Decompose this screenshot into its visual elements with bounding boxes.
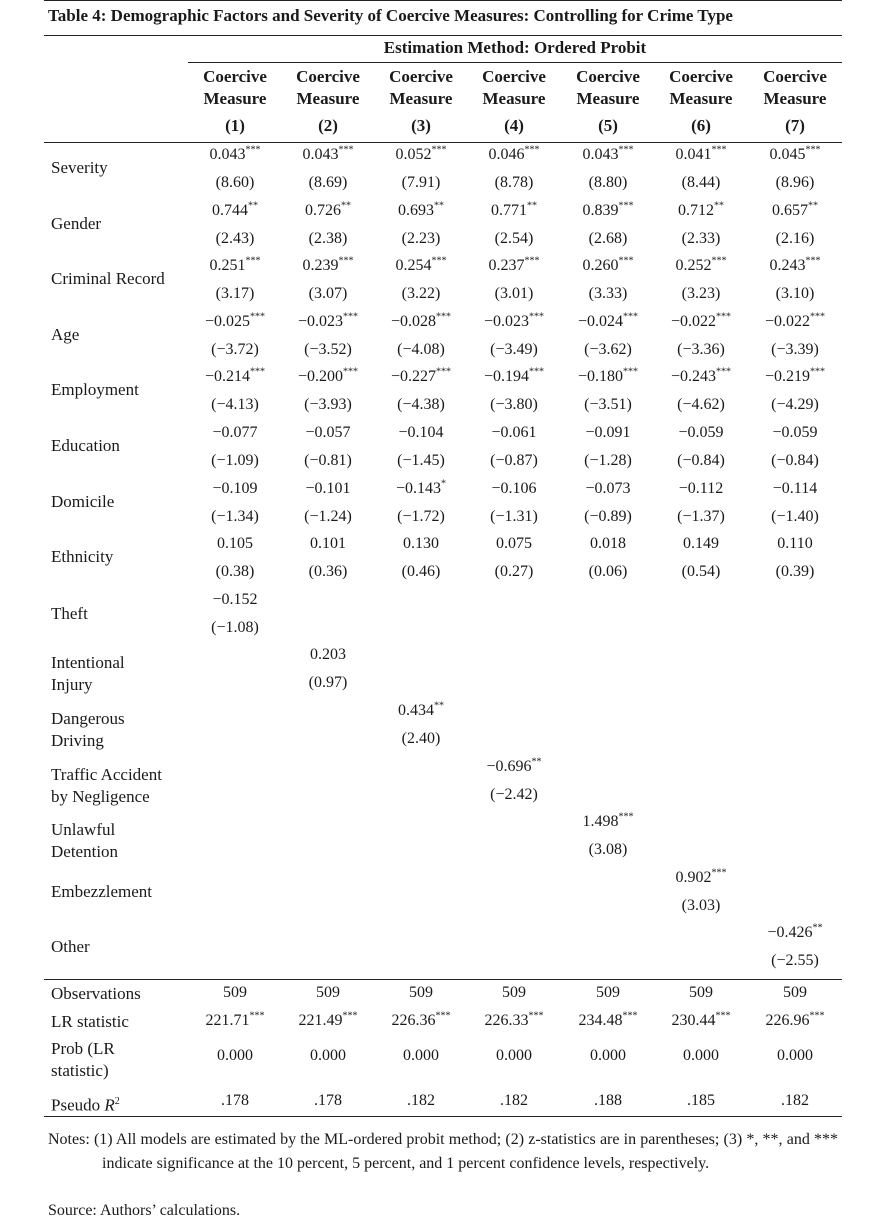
column-number-1: (1) [225, 116, 245, 135]
column-number-3: (3) [411, 116, 431, 135]
coefficient-cell: 0.726** [305, 200, 351, 219]
z-statistic-cell: (3.08) [588, 841, 628, 859]
stat-value-cell: 221.49*** [298, 1010, 358, 1029]
stat-value-cell: 509 [783, 984, 807, 1001]
z-statistic-cell: (8.44) [681, 174, 721, 191]
stat-value-cell: 0.000 [777, 1047, 813, 1064]
notes-text: Notes: (1) All models are estimated by the ML-ordered probit method; (2) z-statistics are in parentheses; (3) *, **, and *** indicate significance at the 10 percent, 5 percent, and 1 percent confidence levels, respectively. [48, 1131, 838, 1172]
z-statistic-cell: (3.22) [401, 285, 441, 303]
stats-rule [44, 979, 842, 980]
row-label-line1: Embezzlement [51, 881, 153, 901]
stat-value-cell: 226.96*** [765, 1010, 825, 1029]
coefficient-cell: 0.839*** [582, 200, 634, 219]
z-statistic-cell: (2.54) [494, 229, 534, 247]
coefficient-cell: −0.243*** [670, 367, 732, 386]
coefficient-cell: 0.260*** [582, 255, 634, 275]
z-statistic-cell: (−1.28) [584, 452, 632, 469]
z-statistic-cell: (−2.42) [490, 785, 538, 803]
column-header-line2: Measure [203, 89, 267, 108]
z-statistic-cell: (3.03) [681, 896, 721, 914]
column-header-6 [655, 66, 748, 110]
row-label: Gender [51, 213, 102, 233]
coefficient-cell: 0.043*** [209, 144, 261, 163]
coefficient-cell: −0.022*** [764, 311, 826, 330]
z-statistic-cell: (−3.80) [490, 396, 538, 414]
stat-value-cell: 0.000 [310, 1047, 346, 1064]
z-statistic-cell: (−1.37) [677, 507, 725, 525]
coefficient-cell: −0.200*** [297, 367, 359, 386]
coefficient-cell: 0.105 [217, 535, 253, 553]
coefficient-cell: 0.043*** [582, 144, 634, 163]
column-header-1 [189, 66, 282, 110]
stat-value-cell: 0.000 [683, 1047, 719, 1064]
coefficient-cell: 0.203 [310, 646, 346, 664]
coefficient-cell: 0.771** [491, 200, 537, 219]
coefficient-cell: −0.022*** [670, 311, 732, 330]
stat-label [51, 983, 141, 1005]
z-statistic-cell: (0.54) [681, 563, 721, 581]
z-statistic-cell: (−3.36) [677, 340, 725, 358]
z-statistic-cell: (−3.72) [211, 340, 259, 358]
coefficient-cell: −0.219*** [764, 367, 826, 386]
coefficient-cell: −0.059 [772, 424, 818, 441]
stat-value-cell: 509 [596, 984, 620, 1001]
z-statistic-cell: (3.17) [215, 285, 255, 303]
z-statistic-cell: (3.07) [308, 285, 348, 303]
column-header-line2: Measure [482, 89, 546, 108]
column-header-7 [749, 66, 842, 110]
coefficient-cell: 0.041*** [675, 144, 727, 163]
stat-value-cell: 0.000 [496, 1047, 532, 1064]
row-label-line1: Dangerous [51, 709, 125, 728]
coefficient-cell: −0.180*** [577, 367, 639, 386]
coefficient-cell: −0.057 [305, 424, 351, 441]
table-notes [48, 1128, 838, 1176]
stat-value-cell: 234.48*** [578, 1010, 638, 1029]
z-statistic-cell: (3.01) [494, 285, 534, 303]
z-statistic-cell: (−1.40) [771, 507, 819, 525]
row-label-line2: by Negligence [51, 786, 150, 806]
coefficient-cell: 0.045*** [769, 144, 821, 163]
coefficient-cell: −0.059 [678, 424, 724, 441]
coefficient-cell: −0.194*** [483, 367, 545, 386]
title-rule [44, 35, 842, 36]
coefficient-cell: −0.073 [585, 479, 631, 497]
z-statistic-cell: (0.27) [494, 563, 534, 581]
stat-label [51, 1038, 115, 1082]
z-statistic-cell: (−1.09) [211, 452, 259, 469]
z-statistic-cell: (8.78) [494, 174, 534, 191]
stat-value-cell: 221.71*** [205, 1010, 265, 1029]
z-statistic-cell: (2.23) [401, 229, 441, 247]
z-statistic-cell: (2.16) [775, 229, 815, 247]
z-statistic-cell: (0.06) [588, 563, 628, 581]
coefficient-cell: −0.025*** [204, 311, 266, 330]
coefficient-cell: 0.434** [398, 700, 444, 719]
row-label-line1: Traffic Accident [51, 764, 162, 784]
column-header-2 [282, 66, 375, 110]
coefficient-cell: 0.130 [403, 535, 439, 553]
coefficient-cell: 0.043*** [302, 144, 354, 163]
row-label: Ethnicity [51, 547, 114, 567]
z-statistic-cell: (2.68) [588, 229, 628, 247]
coefficient-cell: 0.052*** [395, 144, 447, 163]
z-statistic-cell: (−1.24) [304, 507, 352, 525]
row-label-line2: Driving [51, 731, 104, 750]
z-statistic-cell: (−3.49) [490, 340, 538, 358]
row-label-line2: Injury [51, 675, 93, 695]
coefficient-cell: −0.112 [678, 479, 724, 497]
row-label-line2: Detention [51, 842, 119, 862]
coefficient-cell: 0.657** [772, 200, 818, 219]
coefficient-cell: 0.018 [590, 535, 626, 553]
z-statistic-cell: (0.36) [308, 563, 348, 581]
coefficient-cell: 0.902*** [675, 867, 727, 886]
column-header-5 [562, 66, 655, 110]
z-statistic-cell: (−4.08) [397, 340, 445, 358]
coefficient-cell: −0.696** [486, 756, 542, 775]
row-label [51, 819, 118, 863]
column-number-7: (7) [785, 116, 805, 135]
z-statistic-cell: (2.33) [681, 229, 721, 247]
z-statistic-cell: (3.33) [588, 285, 628, 303]
column-number-6: (6) [691, 116, 711, 135]
table-source: Source: Authors’ calculations. [48, 1202, 241, 1219]
coefficient-cell: −0.227*** [390, 367, 452, 386]
z-statistic-cell: (−4.62) [677, 396, 725, 414]
z-statistic-cell: (−3.51) [584, 396, 632, 414]
coefficient-cell: 0.243*** [769, 255, 821, 275]
stat-value-cell: .188 [594, 1092, 622, 1109]
z-statistic-cell: (−0.84) [771, 452, 819, 469]
method-rule [188, 62, 842, 63]
z-statistic-cell: (3.10) [775, 285, 815, 303]
row-label: Domicile [51, 491, 115, 511]
z-statistic-cell: (2.43) [215, 229, 255, 247]
coefficient-cell: −0.077 [212, 424, 258, 441]
stat-value-cell: .178 [221, 1092, 249, 1109]
row-label [51, 881, 152, 903]
column-header-line1: Coercive [203, 67, 267, 86]
coefficient-cell: 0.693** [398, 200, 444, 219]
coefficient-cell: 0.744** [212, 200, 258, 219]
stat-value-cell: 226.33*** [484, 1010, 544, 1029]
stat-label-line1: LR statistic [51, 1012, 129, 1031]
coefficient-cell: 0.075 [496, 535, 532, 553]
z-statistic-cell: (2.40) [401, 730, 441, 747]
row-label: Severity [51, 158, 108, 177]
stat-value-cell: 509 [409, 984, 433, 1001]
row-label-line1: Unlawful [51, 820, 116, 840]
stat-value-cell: 509 [223, 984, 247, 1001]
z-statistic-cell: (−3.39) [771, 340, 819, 358]
stat-value-cell: 0.000 [217, 1047, 253, 1064]
coefficient-cell: −0.061 [491, 424, 537, 441]
z-statistic-cell: (3.23) [681, 285, 721, 303]
coefficient-cell: −0.143* [395, 478, 447, 497]
column-header-line2: Measure [576, 89, 640, 108]
stat-value-cell: 509 [316, 984, 340, 1001]
coefficient-cell: −0.091 [585, 424, 631, 441]
z-statistic-cell: (0.39) [775, 563, 815, 581]
stat-label-line1: Observations [51, 984, 141, 1003]
row-label: Criminal Record [51, 269, 165, 289]
coefficient-cell: 0.101 [310, 535, 346, 553]
coefficient-cell: 0.252*** [675, 255, 727, 275]
column-header-line2: Measure [669, 89, 733, 108]
top-rule [44, 0, 842, 1]
column-header-line1: Coercive [389, 67, 453, 86]
column-header-4 [468, 66, 561, 110]
coefficient-cell: 0.110 [777, 535, 813, 553]
coefficient-cell: −0.152 [212, 590, 258, 608]
stat-label-line2: statistic) [51, 1061, 109, 1080]
estimation-method: Estimation Method: Ordered Probit [383, 38, 647, 57]
stat-value-cell: .182 [781, 1092, 809, 1109]
coefficient-cell: 0.251*** [209, 255, 261, 275]
column-header-3 [375, 66, 468, 110]
coefficient-cell: 1.498*** [582, 811, 634, 831]
stat-label-line1: Pseudo $R^2$ [51, 1095, 120, 1115]
row-label [51, 603, 88, 625]
z-statistic-cell: (−1.31) [490, 507, 538, 525]
column-number-5: (5) [598, 116, 618, 135]
row-label-line1: Intentional [51, 653, 125, 673]
column-header-line2: Measure [389, 89, 453, 108]
row-label [51, 936, 90, 958]
z-statistic-cell: (−0.89) [584, 507, 632, 525]
z-statistic-cell: (−4.13) [211, 396, 259, 414]
stat-label-line1: Prob (LR [51, 1039, 115, 1058]
column-header-line1: Coercive [296, 67, 360, 86]
coefficient-cell: 0.237*** [488, 255, 540, 275]
z-statistic-cell: (−1.08) [211, 618, 259, 636]
z-statistic-cell: (0.38) [215, 563, 255, 581]
z-statistic-cell: (8.60) [215, 174, 255, 191]
column-header-line1: Coercive [482, 67, 546, 86]
z-statistic-cell: (−0.81) [304, 452, 352, 469]
z-statistic-cell: (−4.29) [771, 396, 819, 414]
stat-value-cell: 509 [689, 984, 713, 1001]
z-statistic-cell: (0.46) [401, 563, 441, 581]
z-statistic-cell: (−3.62) [584, 340, 632, 358]
row-label: Education [51, 436, 120, 455]
stat-label [51, 1091, 120, 1117]
coefficient-cell: 0.239*** [302, 255, 354, 275]
z-statistic-cell: (−3.52) [304, 340, 352, 358]
z-statistic-cell: (−1.72) [397, 507, 445, 525]
z-statistic-cell: (0.97) [308, 674, 348, 692]
row-label [51, 708, 125, 752]
z-statistic-cell: (−4.38) [397, 396, 445, 414]
stat-value-cell: 509 [502, 984, 526, 1001]
z-statistic-cell: (7.91) [401, 174, 441, 191]
table-title: Table 4: Demographic Factors and Severity of Coercive Measures: Controlling for Crime Type [48, 6, 733, 25]
coefficient-cell: 0.254*** [395, 255, 447, 275]
stat-value-cell: .182 [407, 1092, 435, 1109]
stat-label [51, 1011, 129, 1033]
coefficient-cell: 0.712** [678, 200, 724, 219]
stat-value-cell: 230.44*** [671, 1010, 731, 1029]
coefficient-cell: −0.024*** [577, 311, 639, 330]
z-statistic-cell: (−0.87) [490, 452, 538, 469]
z-statistic-cell: (2.38) [308, 229, 348, 247]
stat-value-cell: .178 [314, 1092, 342, 1109]
coefficient-cell: −0.023*** [483, 311, 545, 330]
row-label-line1: Theft [51, 603, 88, 623]
coefficient-cell: −0.101 [305, 479, 351, 497]
stat-value-cell: 226.36*** [391, 1010, 451, 1029]
row-label-line1: Other [51, 937, 90, 957]
z-statistic-cell: (8.69) [308, 174, 348, 191]
row-label [51, 764, 162, 808]
coefficient-cell: 0.046*** [488, 144, 540, 163]
z-statistic-cell: (8.96) [775, 174, 815, 191]
column-number-2: (2) [318, 116, 338, 135]
z-statistic-cell: (−2.55) [771, 952, 819, 970]
row-label: Employment [51, 380, 139, 400]
row-label [51, 652, 125, 696]
z-statistic-cell: (−1.34) [211, 507, 259, 525]
z-statistic-cell: (−3.93) [304, 396, 352, 414]
coefficient-cell: −0.214*** [204, 367, 266, 386]
coefficient-cell: −0.104 [398, 424, 444, 441]
column-header-line2: Measure [296, 89, 360, 108]
stat-value-cell: 0.000 [590, 1047, 626, 1064]
column-number-4: (4) [504, 116, 524, 135]
coefficient-cell: −0.106 [491, 479, 537, 497]
bottom-rule [44, 1116, 842, 1117]
coefficient-cell: −0.028*** [390, 311, 452, 330]
column-header-line2: Measure [763, 89, 827, 108]
coefficient-cell: 0.149 [683, 535, 719, 553]
column-header-line1: Coercive [669, 67, 733, 86]
stat-value-cell: 0.000 [403, 1047, 439, 1064]
coefficient-cell: −0.114 [772, 479, 818, 497]
header-rule [44, 142, 842, 143]
column-header-line1: Coercive [763, 67, 827, 86]
stat-value-cell: .185 [687, 1092, 715, 1109]
column-header-line1: Coercive [576, 67, 640, 86]
coefficient-cell: −0.023*** [297, 311, 359, 330]
row-label: Age [51, 324, 80, 344]
coefficient-cell: −0.109 [212, 479, 258, 497]
z-statistic-cell: (−0.84) [677, 452, 725, 469]
z-statistic-cell: (−1.45) [397, 452, 445, 469]
coefficient-cell: −0.426** [767, 923, 823, 942]
stat-value-cell: .182 [500, 1092, 528, 1109]
z-statistic-cell: (8.80) [588, 174, 628, 191]
